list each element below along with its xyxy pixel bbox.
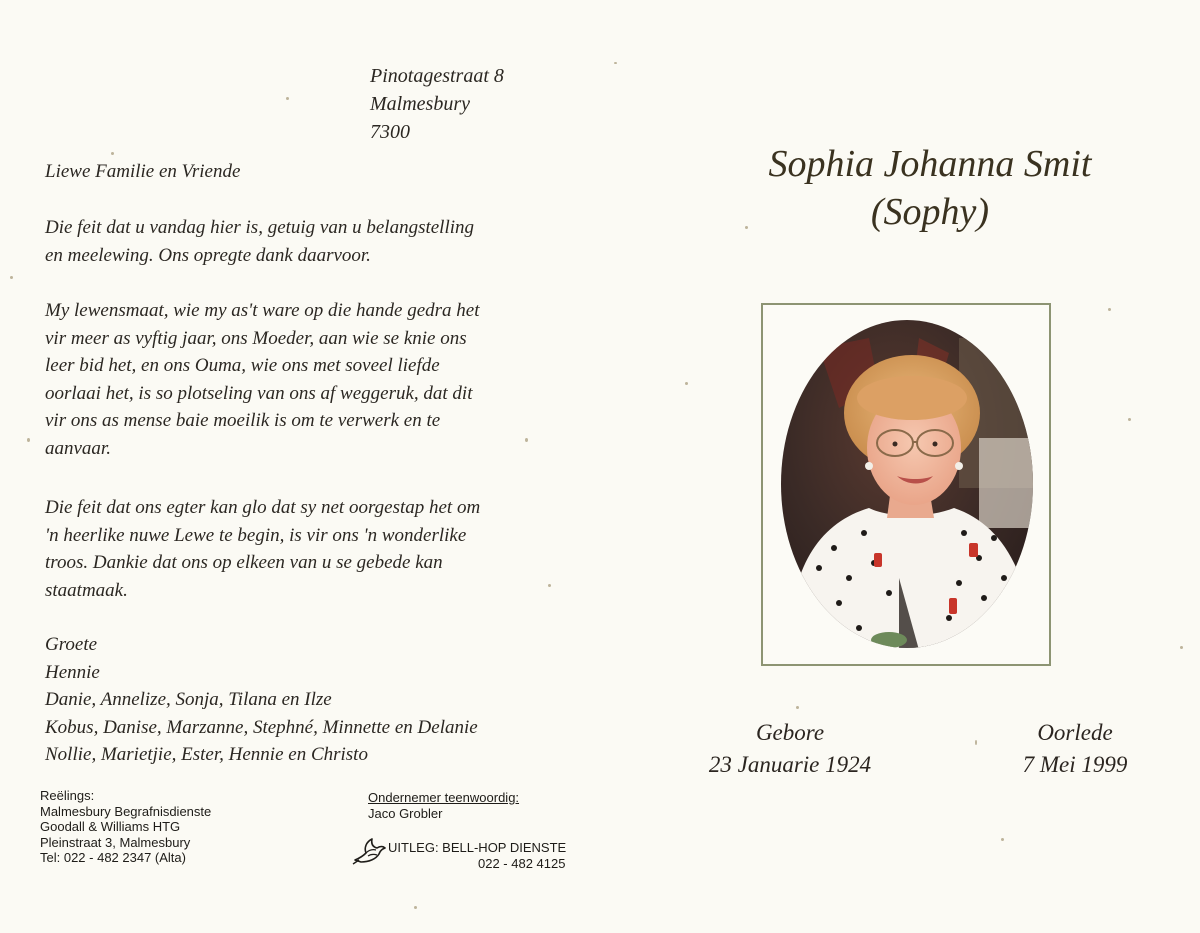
arrangements-line: Pleinstraat 3, Malmesbury (40, 834, 191, 850)
greeting-line: Liewe Familie en Vriende (45, 161, 241, 182)
born-block (690, 717, 890, 781)
paragraph-line: en meelewing. Ons opregte dank daarvoor. (45, 244, 371, 266)
letter-greeting (45, 158, 575, 186)
paper-speck (27, 438, 30, 442)
undertaker-name: Jaco Grobler (368, 805, 443, 821)
address-line: Pinotagestraat 8 (370, 65, 504, 87)
portrait-photo (779, 318, 1035, 650)
letter-paragraph-2 (45, 297, 575, 462)
paragraph-line: vir meer as vyftig jaar, ons Moeder, aan wie se knie ons (45, 327, 467, 349)
paper-speck (414, 906, 417, 909)
deceased-name-block (740, 140, 1120, 236)
dove-icon (352, 836, 386, 866)
paper-speck (614, 62, 617, 64)
paper-speck (286, 97, 289, 100)
arrangements-line: Malmesbury Begrafnisdienste (40, 803, 212, 819)
paper-speck (1128, 418, 1131, 421)
printer-phone: 022 - 482 4125 (478, 856, 566, 871)
paper-speck (1001, 838, 1004, 841)
arrangements-line: Tel: 022 - 482 2347 (Alta) (40, 850, 186, 865)
paragraph-line: Die feit dat ons egter kan glo dat sy net oorgestap het om (45, 497, 481, 518)
closing-line: Nollie, Marietjie, Ester, Hennie en Christo (45, 744, 368, 765)
arrangements-block (40, 788, 211, 866)
paper-speck (1108, 308, 1111, 311)
arrangements-line: Goodall & Williams HTG (40, 819, 181, 834)
paper-speck (10, 276, 13, 279)
paragraph-line: My lewensmaat, wie my as't ware op die hande gedra het (45, 300, 480, 321)
paragraph-line: vir ons as mense baie moeilik is om te verwerk en te (45, 410, 441, 431)
paragraph-line: troos. Dankie dat ons op elkeen van u se gebede kan (45, 552, 443, 573)
closing-line: Hennie (45, 661, 100, 683)
closing-line: Groete (45, 634, 98, 655)
born-label: Gebore (755, 720, 825, 745)
deceased-nickname: (Sophy) (870, 191, 990, 233)
portrait-frame (761, 303, 1051, 666)
deceased-name: Sophia Johanna Smit (768, 143, 1092, 185)
undertaker-block (368, 790, 519, 821)
paper-speck (111, 152, 114, 155)
paragraph-line: staatmaak. (45, 579, 128, 601)
closing-line: Danie, Annelize, Sonja, Tilana en Ilze (45, 689, 332, 710)
born-date: 23 Januarie 1924 (708, 752, 872, 777)
arrangements-heading: Reëlings: (40, 788, 95, 803)
letter-paragraph-1 (45, 214, 575, 269)
paper-speck (1180, 646, 1183, 649)
address-line: 7300 (370, 121, 410, 143)
died-block (975, 717, 1175, 781)
died-date: 7 Mei 1999 (1022, 752, 1128, 777)
died-label: Oorlede (1037, 720, 1113, 745)
letter-closing (45, 631, 575, 769)
paragraph-line: aanvaar. (45, 437, 111, 459)
undertaker-heading: Ondernemer teenwoordig: (368, 790, 520, 805)
paper-speck (685, 382, 688, 385)
address-line: Malmesbury (370, 93, 470, 115)
paper-speck (796, 706, 799, 709)
paragraph-line: leer bid het, en ons Ouma, wie ons met soveel liefde (45, 355, 440, 376)
closing-line: Kobus, Danise, Marzanne, Stephné, Minnette en Delanie (45, 716, 478, 738)
paragraph-line: Die feit dat u vandag hier is, getuig van u belangstelling (45, 217, 475, 238)
letter-paragraph-3 (45, 494, 575, 604)
paragraph-line: 'n heerlike nuwe Lewe te begin, is vir ons 'n wonderlike (45, 524, 467, 546)
paragraph-line: oorlaai het, is so plotseling van ons af weggeruk, dat dit (45, 382, 473, 404)
printer-name: UITLEG: BELL-HOP DIENSTE (388, 840, 567, 855)
address-block (370, 62, 504, 146)
